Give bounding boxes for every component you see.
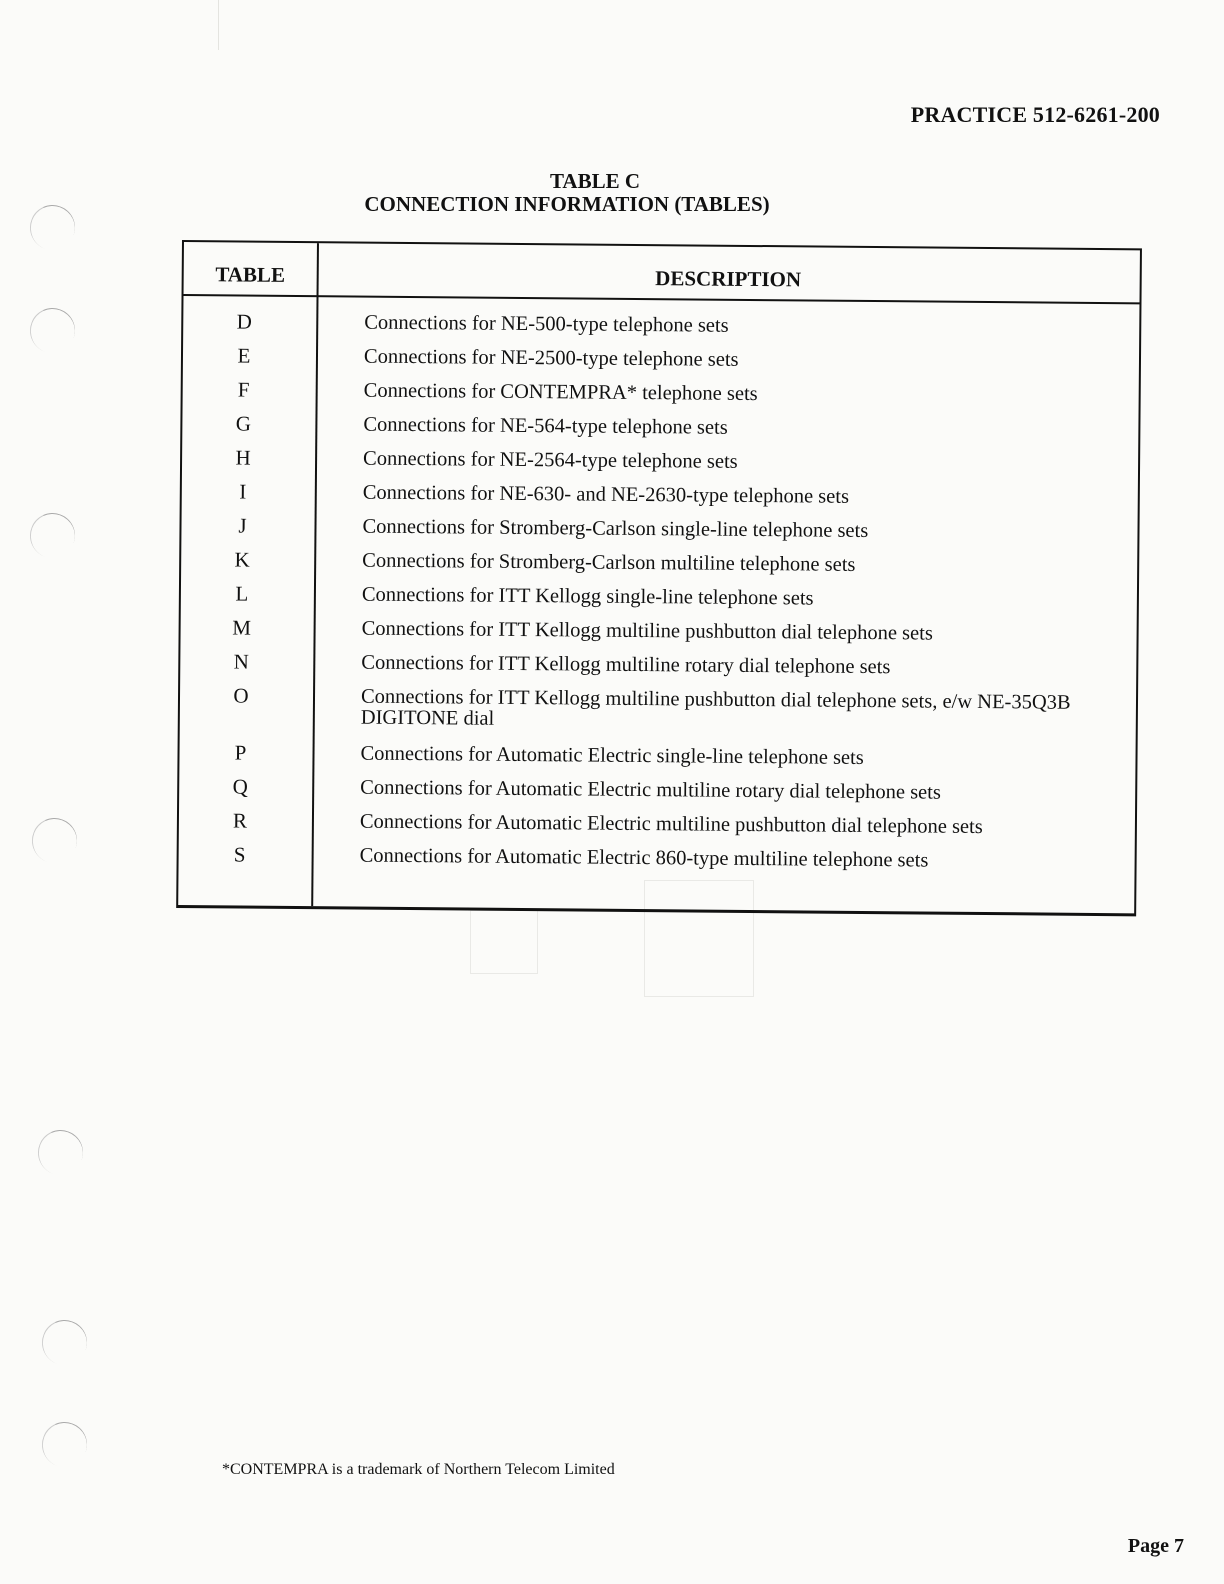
table-caption-line1: TABLE C xyxy=(549,169,641,193)
table-description: Connections for CONTEMPRA* telephone sets xyxy=(363,379,758,406)
table-code: O xyxy=(233,683,249,708)
table-code: E xyxy=(237,343,251,368)
header-divider xyxy=(184,294,1140,304)
practice-number: PRACTICE 512-6261-200 xyxy=(910,102,1160,127)
table-description: Connections for Stromberg-Carlson multiline telephone sets xyxy=(362,549,856,576)
table-description: Connections for Stromberg-Carlson single-line telephone sets xyxy=(362,515,869,542)
table-description: Connections for Automatic Electric 860-type multiline telephone sets xyxy=(359,844,929,872)
table-body xyxy=(178,309,1139,884)
table-code: K xyxy=(234,547,250,572)
table-description: Connections for ITT Kellogg multiline rotary dial telephone sets xyxy=(361,651,891,679)
binder-hole xyxy=(36,1416,94,1474)
table-code: F xyxy=(237,377,250,402)
table-code: M xyxy=(232,615,252,640)
table-code: G xyxy=(235,411,252,436)
header-description: DESCRIPTION xyxy=(655,266,802,292)
margin-line xyxy=(218,0,219,50)
table-description: Connections for Automatic Electric multiline rotary dial telephone sets xyxy=(360,776,941,804)
table-code: I xyxy=(239,479,247,504)
table-description: Connections for Automatic Electric multiline pushbutton dial telephone sets xyxy=(359,810,983,839)
table-description: Connections for NE-2500-type telephone sets xyxy=(363,345,739,371)
page-number: Page 7 xyxy=(1127,1535,1184,1557)
table-row xyxy=(178,842,1134,884)
binder-hole xyxy=(24,507,82,565)
bleed-through-box xyxy=(470,910,538,974)
table-description: Connections for NE-2564-type telephone sets xyxy=(363,447,738,473)
header-table: TABLE xyxy=(215,262,286,287)
trademark-footnote: *CONTEMPRA is a trademark of Northern Telecom Limited xyxy=(222,1461,615,1478)
binder-hole xyxy=(24,302,82,360)
table-description: Connections for NE-630- and NE-2630-type telephone sets xyxy=(362,481,850,508)
table-caption-line2: CONNECTION INFORMATION (TABLES) xyxy=(364,192,770,216)
table-code: R xyxy=(232,808,248,833)
table-description: Connections for ITT Kellogg multiline pushbutton dial telephone sets, e/w NE-35Q3B DIGITONE dial xyxy=(360,685,1071,730)
table-description: Connections for Automatic Electric single-line telephone sets xyxy=(360,742,864,769)
table-code: S xyxy=(233,842,246,867)
table-code: L xyxy=(235,581,249,606)
table-description: Connections for NE-500-type telephone sets xyxy=(364,311,729,337)
table-code: Q xyxy=(232,774,248,799)
table-code: H xyxy=(235,445,251,470)
table-description: Connections for NE-564-type telephone sets xyxy=(363,413,728,439)
table-code: D xyxy=(236,309,252,334)
table-code: P xyxy=(234,740,247,765)
table-caption xyxy=(0,170,1224,216)
table-description: Connections for ITT Kellogg single-line telephone sets xyxy=(361,583,814,610)
table-code: J xyxy=(238,513,247,538)
binder-hole xyxy=(36,1314,94,1372)
binder-hole xyxy=(32,1124,90,1182)
binder-hole xyxy=(26,812,84,870)
table-code: N xyxy=(233,649,250,674)
connection-table xyxy=(176,240,1142,916)
table-description: Connections for ITT Kellogg multiline pushbutton dial telephone sets xyxy=(361,617,933,645)
table-row xyxy=(180,683,1136,748)
